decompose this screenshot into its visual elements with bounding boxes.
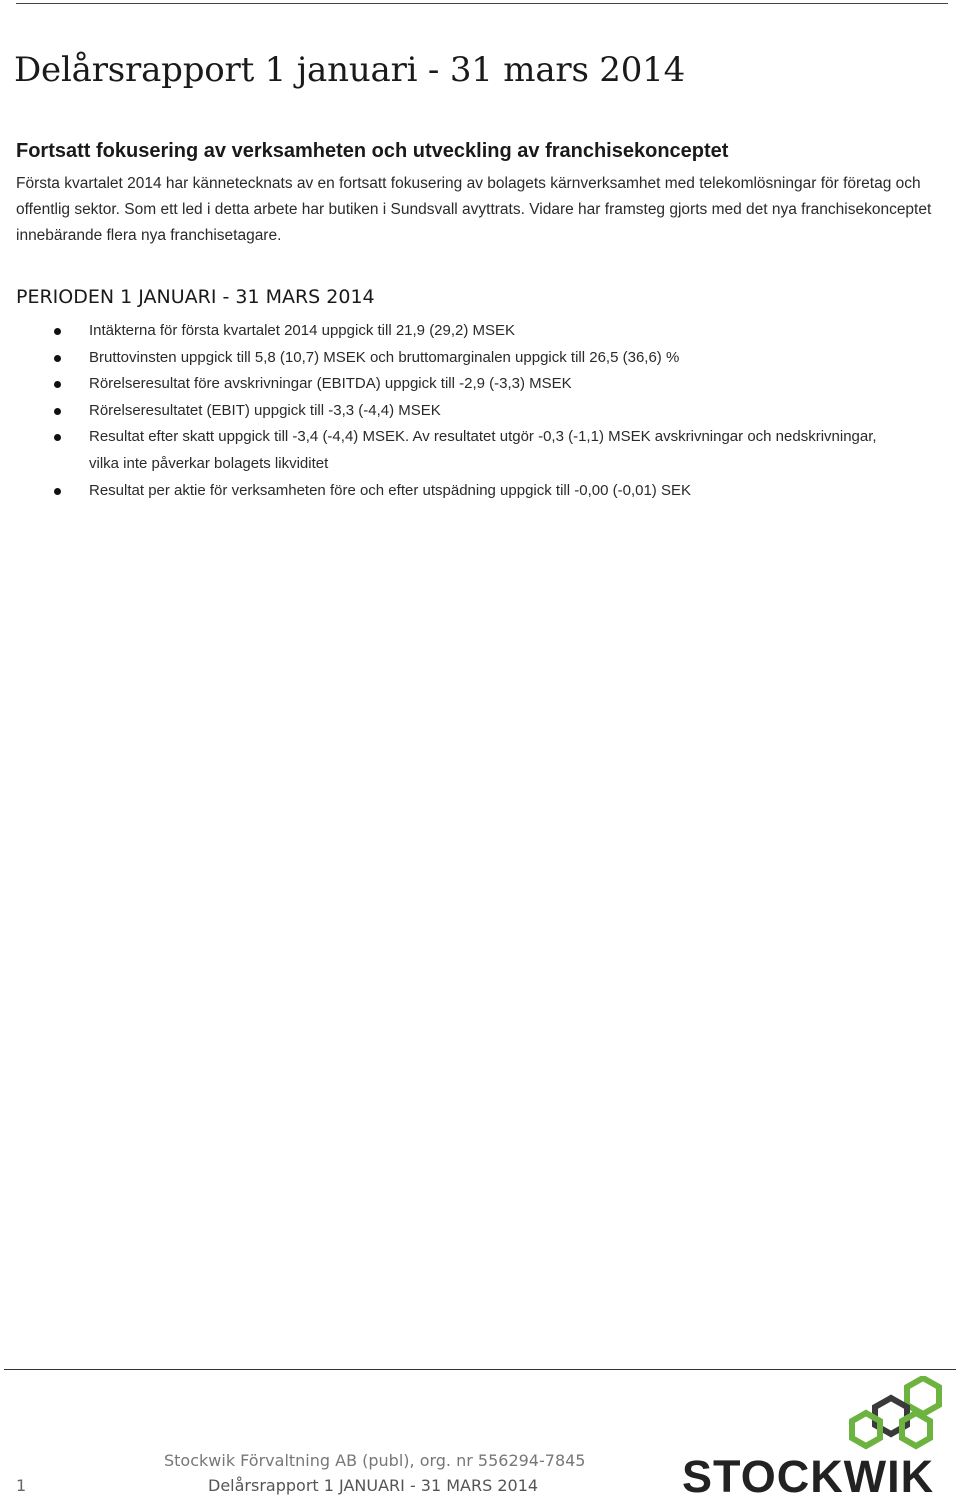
list-item <box>0 371 900 398</box>
bullet-icon <box>54 328 61 335</box>
bullet-icon <box>54 434 61 441</box>
section-heading: Fortsatt fokusering av verksamheten och utveckling av franchisekonceptet <box>16 140 729 162</box>
key-figures-list <box>0 318 900 504</box>
list-item <box>0 398 900 425</box>
footer-rule <box>4 1369 956 1370</box>
period-heading: PERIODEN 1 JANUARI - 31 MARS 2014 <box>16 286 375 308</box>
list-item-text: Intäkterna för första kvartalet 2014 uppgick till 21,9 (29,2) MSEK <box>89 322 516 339</box>
list-item-text: Bruttovinsten uppgick till 5,8 (10,7) MSEK och bruttomarginalen uppgick till 26,5 (36,6) % <box>89 348 680 366</box>
hexagon-green-left <box>852 1413 880 1446</box>
list-item <box>0 345 900 372</box>
footer-company: Stockwik Förvaltning AB (publ), org. nr 556294-7845 <box>164 1451 586 1470</box>
list-item <box>0 478 900 505</box>
list-item-text: Resultat per aktie för verksamheten före och efter utspädning uppgick till -0,00 (-0,01) SEK <box>89 481 691 499</box>
bullet-icon <box>54 408 61 415</box>
stockwik-hexagon-logo-icon <box>680 1376 950 1456</box>
footer-report-title: Delårsrapport 1 JANUARI - 31 MARS 2014 <box>208 1476 539 1495</box>
hexagon-green-right <box>902 1413 930 1446</box>
page-number: 1 <box>16 1476 27 1495</box>
bullet-icon <box>54 488 61 495</box>
list-item-text: Resultat efter skatt uppgick till -3,4 (-4,4) MSEK. Av resultatet utgör -0,3 (-1,1) MSEK avskrivningar och nedskrivningar, vilka inte påverkar bolagets likviditet <box>89 428 877 472</box>
header-rule <box>16 3 948 4</box>
list-item <box>0 424 900 477</box>
logo-wordmark: STOCKWIK <box>682 1451 935 1502</box>
list-item-text: Rörelseresultat före avskrivningar (EBITDA) uppgick till -2,9 (-3,3) MSEK <box>89 375 572 393</box>
list-item-text: Rörelseresultatet (EBIT) uppgick till -3,3 (-4,4) MSEK <box>89 401 441 419</box>
bullet-icon <box>54 381 61 388</box>
report-title: Delårsrapport 1 januari - 31 mars 2014 <box>14 50 686 90</box>
intro-paragraph: Första kvartalet 2014 har kännetecknats av en fortsatt fokusering av bolagets kärnverksamhet med telekomlösningar för företag och offentlig sektor. Som ett led i detta arbete har butiken i Sundsvall avyttrats. Vidare har framsteg gjorts med det nya franchisekonceptet innebärande flera nya franchisetagare. <box>16 175 932 244</box>
bullet-icon <box>54 355 61 362</box>
list-item <box>0 318 900 345</box>
hexagon-green-top <box>907 1378 939 1414</box>
